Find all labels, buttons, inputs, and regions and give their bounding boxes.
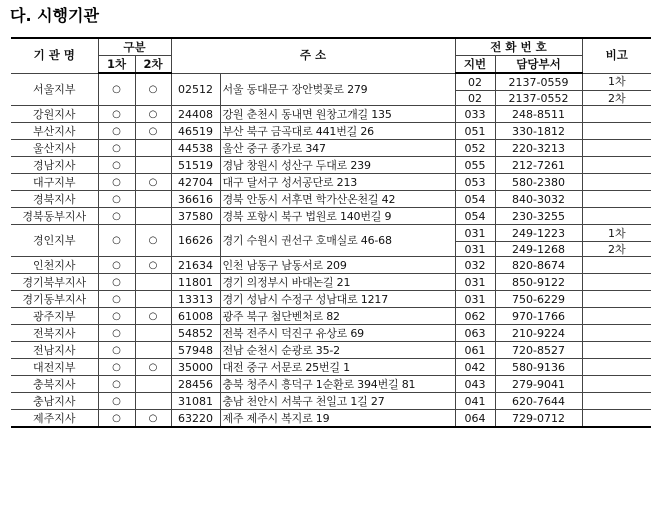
remark-note: 2차 xyxy=(582,91,651,106)
address: 대전 중구 서문로 25번길 1 xyxy=(220,359,455,376)
first-round-mark: ○ xyxy=(98,376,135,393)
department-phone: 249-1268 xyxy=(495,242,582,257)
section-title: 다. 시행기관 xyxy=(10,6,99,25)
second-round-mark: ○ xyxy=(135,123,171,140)
table-row xyxy=(11,106,651,123)
table-row xyxy=(11,257,651,274)
table-row xyxy=(11,225,651,242)
area-code: 032 xyxy=(455,257,495,274)
first-round-mark: ○ xyxy=(98,208,135,225)
department-phone: 210-9224 xyxy=(495,325,582,342)
second-round-mark: ○ xyxy=(135,308,171,325)
address: 경기 의정부시 바대논길 21 xyxy=(220,274,455,291)
first-round-mark: ○ xyxy=(98,325,135,342)
address: 충남 천안시 서북구 천일고 1길 27 xyxy=(220,393,455,410)
area-code: 031 xyxy=(455,225,495,242)
zip-code: 16626 xyxy=(171,225,220,257)
address: 제주 제주시 복지로 19 xyxy=(220,410,455,428)
second-round-mark xyxy=(135,393,171,410)
zip-code: 35000 xyxy=(171,359,220,376)
first-round-mark: ○ xyxy=(98,359,135,376)
area-code: 02 xyxy=(455,73,495,91)
first-round-mark: ○ xyxy=(98,291,135,308)
first-round-mark: ○ xyxy=(98,123,135,140)
table-row xyxy=(11,291,651,308)
second-round-mark: ○ xyxy=(135,73,171,106)
second-round-mark xyxy=(135,157,171,174)
table-row xyxy=(11,410,651,428)
table-row xyxy=(11,157,651,174)
first-round-mark: ○ xyxy=(98,308,135,325)
department-phone: 840-3032 xyxy=(495,191,582,208)
second-round-mark: ○ xyxy=(135,174,171,191)
address: 울산 중구 종가로 347 xyxy=(220,140,455,157)
header-remarks: 비고 xyxy=(582,38,651,73)
agency-name: 경남지사 xyxy=(11,157,98,174)
agency-name: 충북지사 xyxy=(11,376,98,393)
agency-name: 제주지사 xyxy=(11,410,98,428)
zip-code: 24408 xyxy=(171,106,220,123)
department-phone: 820-8674 xyxy=(495,257,582,274)
agency-name: 전남지사 xyxy=(11,342,98,359)
agency-name: 대전지부 xyxy=(11,359,98,376)
zip-code: 02512 xyxy=(171,73,220,106)
agency-table xyxy=(11,37,651,428)
remark-note xyxy=(582,410,651,428)
header-address: 주 소 xyxy=(171,38,455,73)
first-round-mark: ○ xyxy=(98,191,135,208)
remark-note xyxy=(582,393,651,410)
area-code: 061 xyxy=(455,342,495,359)
address: 광주 북구 첨단벤처로 82 xyxy=(220,308,455,325)
area-code: 02 xyxy=(455,91,495,106)
area-code: 033 xyxy=(455,106,495,123)
zip-code: 46519 xyxy=(171,123,220,140)
second-round-mark: ○ xyxy=(135,225,171,257)
table-row xyxy=(11,376,651,393)
remark-note: 1차 xyxy=(582,225,651,242)
address: 인천 남동구 남동서로 209 xyxy=(220,257,455,274)
department-phone: 248-8511 xyxy=(495,106,582,123)
department-phone: 580-2380 xyxy=(495,174,582,191)
agency-name: 경인지부 xyxy=(11,225,98,257)
first-round-mark: ○ xyxy=(98,174,135,191)
address: 대구 달서구 성서공단로 213 xyxy=(220,174,455,191)
second-round-mark xyxy=(135,325,171,342)
header-division: 구분 xyxy=(98,38,171,56)
table-row xyxy=(11,342,651,359)
remark-note xyxy=(582,123,651,140)
agency-name: 울산지사 xyxy=(11,140,98,157)
second-round-mark xyxy=(135,191,171,208)
table-row xyxy=(11,140,651,157)
area-code: 031 xyxy=(455,274,495,291)
area-code: 062 xyxy=(455,308,495,325)
zip-code: 51519 xyxy=(171,157,220,174)
table-row xyxy=(11,393,651,410)
second-round-mark xyxy=(135,208,171,225)
zip-code: 57948 xyxy=(171,342,220,359)
department-phone: 220-3213 xyxy=(495,140,582,157)
address: 서울 동대문구 장안벚꽃로 279 xyxy=(220,73,455,106)
remark-note: 1차 xyxy=(582,73,651,91)
remark-note xyxy=(582,342,651,359)
address: 경기 성남시 수정구 성남대로 1217 xyxy=(220,291,455,308)
zip-code: 37580 xyxy=(171,208,220,225)
second-round-mark: ○ xyxy=(135,410,171,428)
area-code: 031 xyxy=(455,291,495,308)
zip-code: 36616 xyxy=(171,191,220,208)
table-body xyxy=(11,73,651,427)
zip-code: 42704 xyxy=(171,174,220,191)
agency-name: 서울지부 xyxy=(11,73,98,106)
area-code: 055 xyxy=(455,157,495,174)
first-round-mark: ○ xyxy=(98,274,135,291)
zip-code: 54852 xyxy=(171,325,220,342)
second-round-mark xyxy=(135,342,171,359)
first-round-mark: ○ xyxy=(98,140,135,157)
agency-name: 광주지부 xyxy=(11,308,98,325)
table-row xyxy=(11,325,651,342)
first-round-mark: ○ xyxy=(98,157,135,174)
agency-name: 부산지사 xyxy=(11,123,98,140)
department-phone: 750-6229 xyxy=(495,291,582,308)
second-round-mark xyxy=(135,376,171,393)
agency-name: 전북지사 xyxy=(11,325,98,342)
area-code: 031 xyxy=(455,242,495,257)
department-phone: 850-9122 xyxy=(495,274,582,291)
area-code: 064 xyxy=(455,410,495,428)
second-round-mark: ○ xyxy=(135,257,171,274)
remark-note xyxy=(582,291,651,308)
department-phone: 249-1223 xyxy=(495,225,582,242)
header-second: 2차 xyxy=(135,56,171,74)
first-round-mark: ○ xyxy=(98,106,135,123)
area-code: 063 xyxy=(455,325,495,342)
remark-note xyxy=(582,208,651,225)
remark-note xyxy=(582,274,651,291)
department-phone: 729-0712 xyxy=(495,410,582,428)
department-phone: 720-8527 xyxy=(495,342,582,359)
department-phone: 330-1812 xyxy=(495,123,582,140)
area-code: 052 xyxy=(455,140,495,157)
area-code: 042 xyxy=(455,359,495,376)
remark-note: 2차 xyxy=(582,242,651,257)
header-agency: 기 관 명 xyxy=(11,38,98,73)
department-phone: 970-1766 xyxy=(495,308,582,325)
area-code: 053 xyxy=(455,174,495,191)
first-round-mark: ○ xyxy=(98,393,135,410)
table-row xyxy=(11,123,651,140)
remark-note xyxy=(582,140,651,157)
header-area-code: 지번 xyxy=(455,56,495,74)
first-round-mark: ○ xyxy=(98,410,135,428)
second-round-mark xyxy=(135,291,171,308)
remark-note xyxy=(582,376,651,393)
header-department: 담당부서 xyxy=(495,56,582,74)
department-phone: 620-7644 xyxy=(495,393,582,410)
remark-note xyxy=(582,157,651,174)
table-row xyxy=(11,308,651,325)
remark-note xyxy=(582,106,651,123)
agency-name: 대구지부 xyxy=(11,174,98,191)
zip-code: 44538 xyxy=(171,140,220,157)
header-phone: 전 화 번 호 xyxy=(455,38,582,56)
remark-note xyxy=(582,257,651,274)
zip-code: 63220 xyxy=(171,410,220,428)
area-code: 051 xyxy=(455,123,495,140)
first-round-mark: ○ xyxy=(98,257,135,274)
address: 전북 전주시 덕진구 유상로 69 xyxy=(220,325,455,342)
area-code: 054 xyxy=(455,208,495,225)
agency-name: 경북동부지사 xyxy=(11,208,98,225)
table-row xyxy=(11,274,651,291)
zip-code: 31081 xyxy=(171,393,220,410)
address: 경북 포항시 북구 법원로 140번길 9 xyxy=(220,208,455,225)
agency-name: 강원지사 xyxy=(11,106,98,123)
address: 경남 창원시 성산구 두대로 239 xyxy=(220,157,455,174)
remark-note xyxy=(582,359,651,376)
department-phone: 279-9041 xyxy=(495,376,582,393)
table-row xyxy=(11,174,651,191)
second-round-mark xyxy=(135,274,171,291)
department-phone: 2137-0559 xyxy=(495,73,582,91)
first-round-mark: ○ xyxy=(98,73,135,106)
address: 충북 청주시 흥덕구 1순환로 394번길 81 xyxy=(220,376,455,393)
address: 부산 북구 금곡대로 441번길 26 xyxy=(220,123,455,140)
agency-name: 경기북부지사 xyxy=(11,274,98,291)
agency-name: 경기동부지사 xyxy=(11,291,98,308)
remark-note xyxy=(582,308,651,325)
department-phone: 230-3255 xyxy=(495,208,582,225)
remark-note xyxy=(582,325,651,342)
first-round-mark: ○ xyxy=(98,225,135,257)
second-round-mark: ○ xyxy=(135,359,171,376)
remark-note xyxy=(582,191,651,208)
agency-name: 경북지사 xyxy=(11,191,98,208)
table-row xyxy=(11,191,651,208)
second-round-mark xyxy=(135,140,171,157)
department-phone: 212-7261 xyxy=(495,157,582,174)
zip-code: 61008 xyxy=(171,308,220,325)
first-round-mark: ○ xyxy=(98,342,135,359)
address: 전남 순천시 순광로 35-2 xyxy=(220,342,455,359)
table-row xyxy=(11,208,651,225)
zip-code: 21634 xyxy=(171,257,220,274)
area-code: 041 xyxy=(455,393,495,410)
department-phone: 580-9136 xyxy=(495,359,582,376)
header-first: 1차 xyxy=(98,56,135,74)
area-code: 054 xyxy=(455,191,495,208)
address: 강원 춘천시 동내면 원창고개길 135 xyxy=(220,106,455,123)
area-code: 043 xyxy=(455,376,495,393)
agency-name: 충남지사 xyxy=(11,393,98,410)
remark-note xyxy=(582,174,651,191)
table-row xyxy=(11,73,651,91)
department-phone: 2137-0552 xyxy=(495,91,582,106)
address: 경북 안동시 서후면 학가산온천길 42 xyxy=(220,191,455,208)
zip-code: 28456 xyxy=(171,376,220,393)
agency-name: 인천지사 xyxy=(11,257,98,274)
second-round-mark: ○ xyxy=(135,106,171,123)
zip-code: 13313 xyxy=(171,291,220,308)
zip-code: 11801 xyxy=(171,274,220,291)
table-row xyxy=(11,359,651,376)
address: 경기 수원시 권선구 호매실로 46-68 xyxy=(220,225,455,257)
